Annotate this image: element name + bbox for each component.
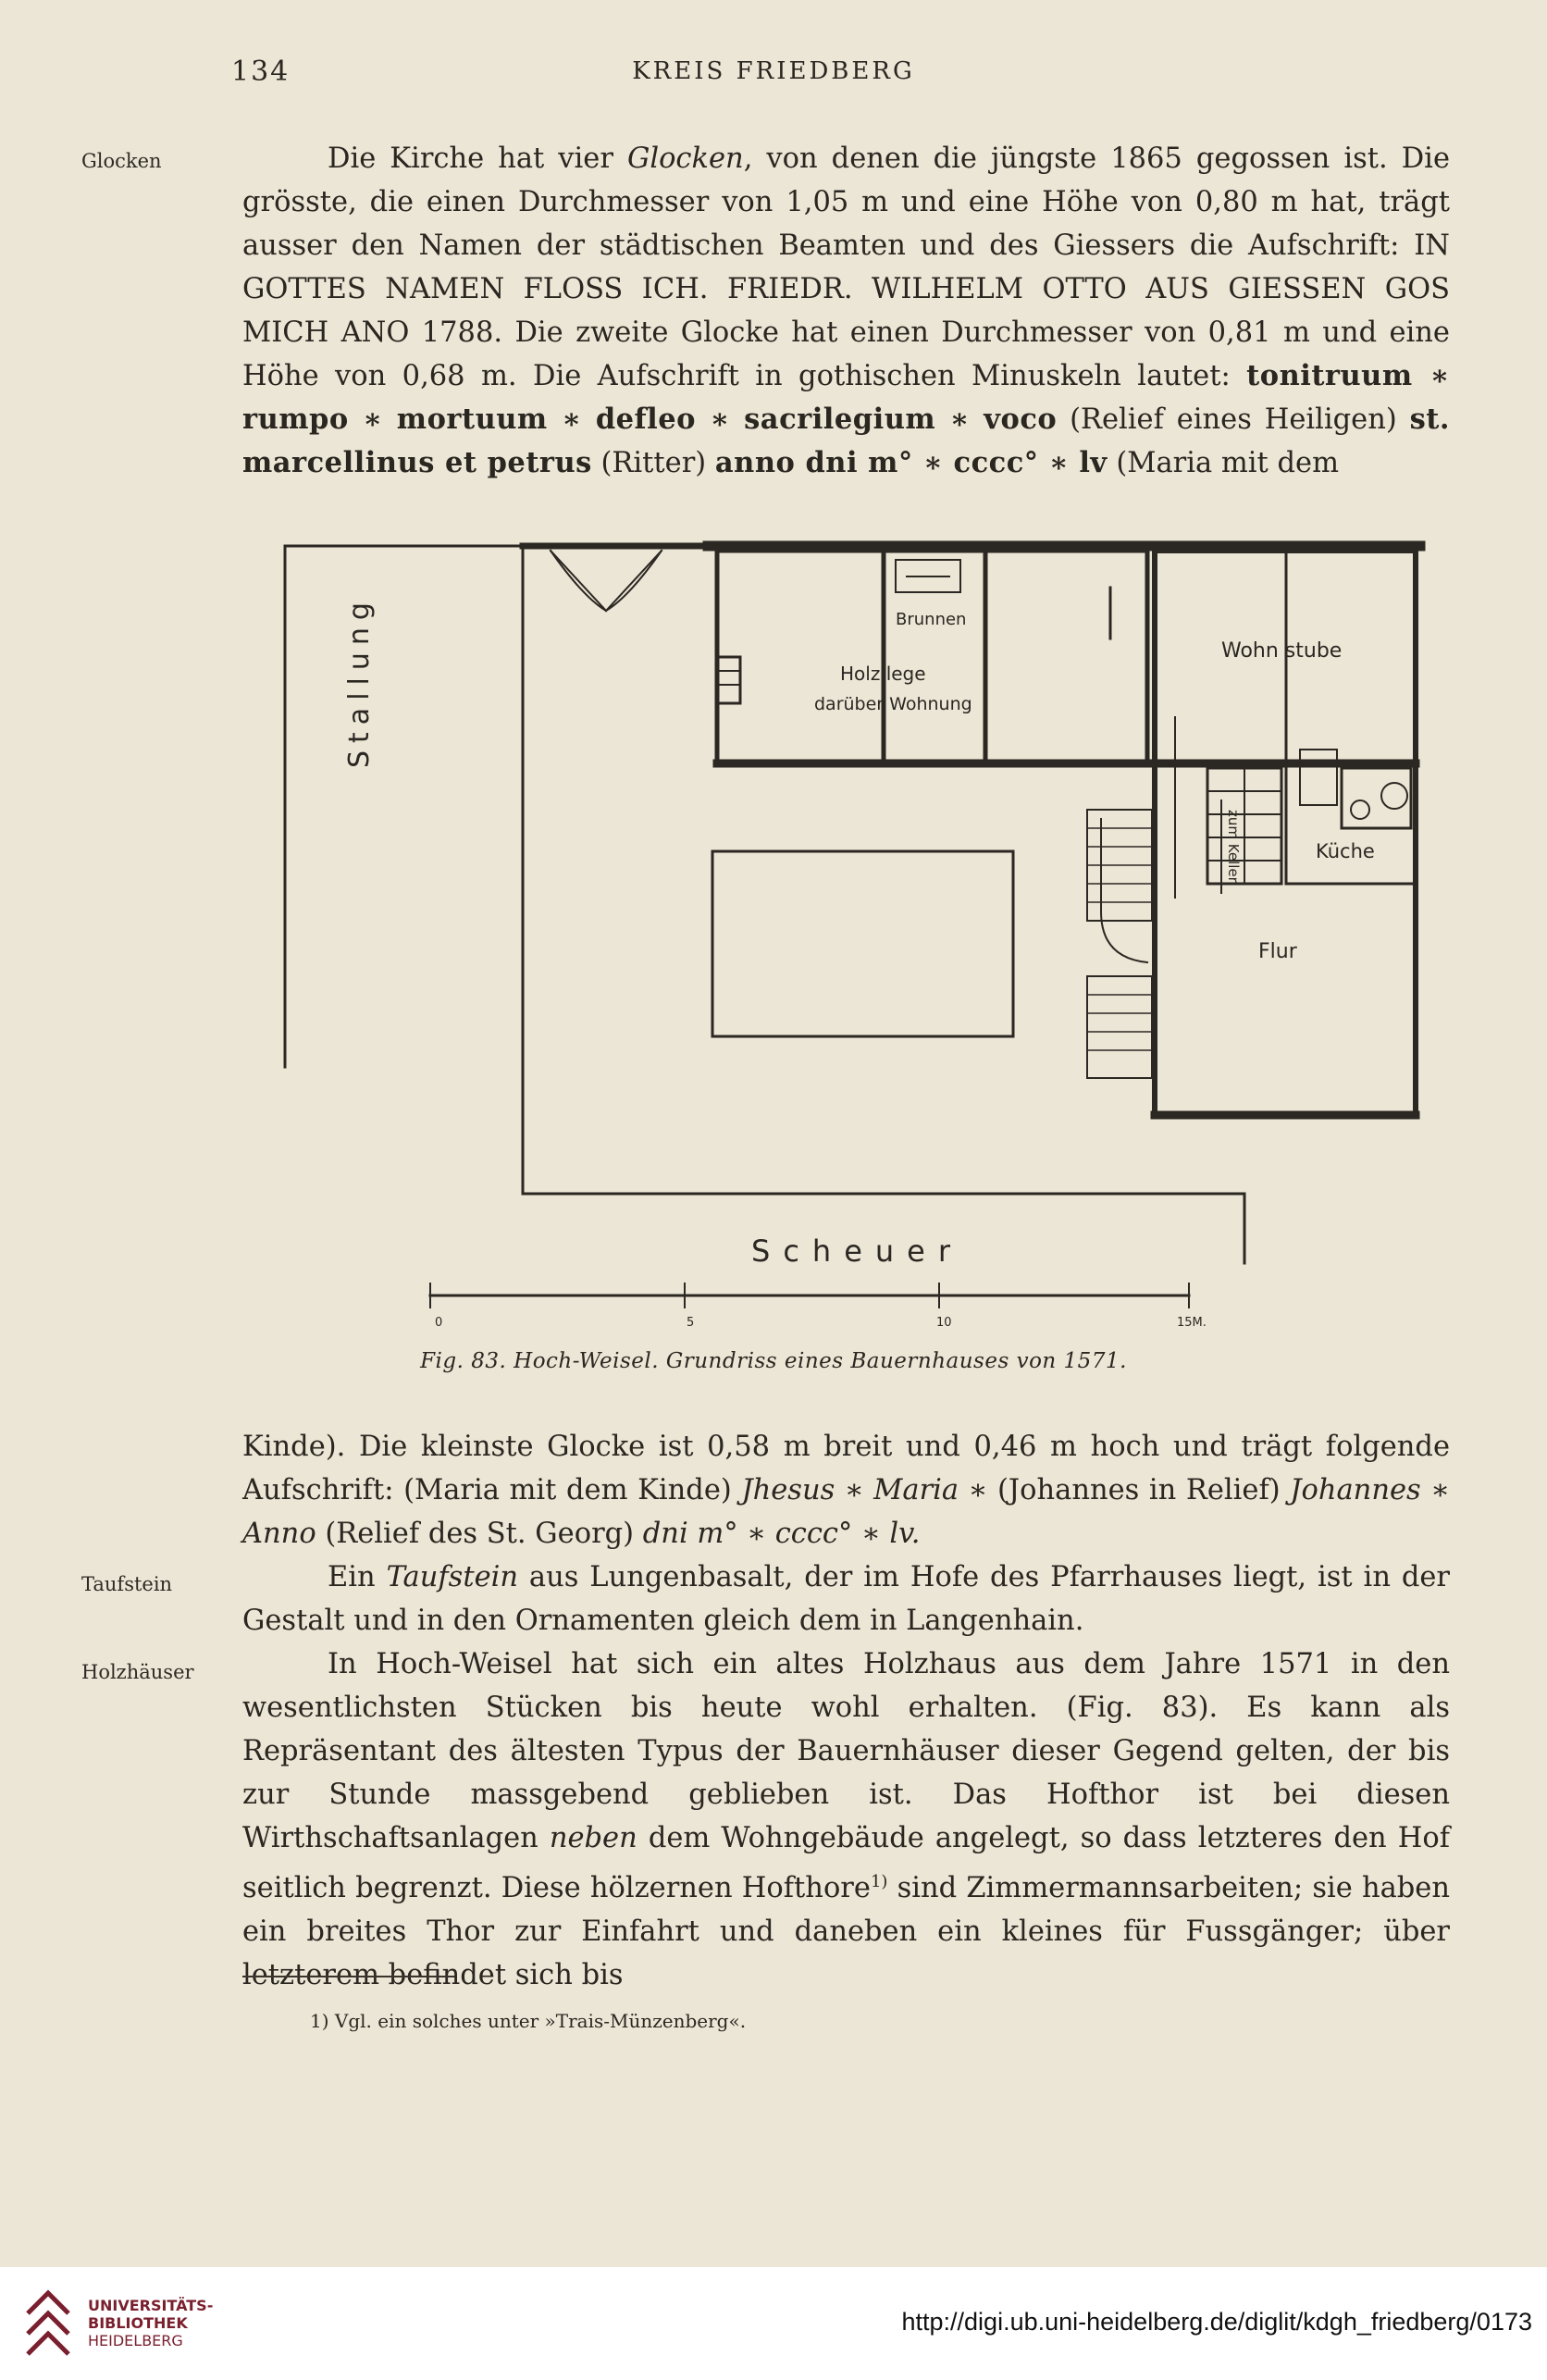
gate-line — [606, 551, 662, 611]
label-keller: zum Keller — [1225, 810, 1242, 883]
hearth-circle — [1381, 783, 1407, 809]
inscription-jhesus: Jhesus ∗ Maria ∗ — [741, 1474, 988, 1506]
paragraph-holzhaeuser — [242, 1642, 1450, 1997]
text-run: sind Zimmermannsarbeiten; sie haben ein breites Thor zur Einfahrt und daneben ein kleines für Fussgänger; über letzterem befindet sich bis — [242, 1872, 1450, 1992]
stallung-wall — [285, 546, 523, 1067]
page-header — [0, 56, 1547, 102]
text-run: (Maria mit dem — [1107, 447, 1340, 479]
footnote-rule — [242, 1976, 455, 1977]
text-run: Kinde). Die kleinste Glocke ist 0,58 m breit und 0,46 m hoch und trägt folgende Aufschrift: (Maria mit dem Kinde) — [242, 1431, 1450, 1506]
floor-plan-drawing — [278, 532, 1443, 1337]
hof-mistplatz — [712, 851, 1013, 1036]
text-run: In Hoch-Weisel hat sich ein altes Holzhaus aus dem Jahre 1571 in den wesentlichsten Stücken bis heute wohl erhalten. (Fig. 83). Es kann als Repräsentant des ältesten Typus der Bauernhäuser dieser Gegend gelten, der bis zur Stunde massgebend geblieben ist. Das Hofthor ist bei diesen Wirthschaftsanlagen — [242, 1648, 1450, 1854]
holzlege-block — [717, 551, 1147, 763]
stair-curve — [1101, 911, 1147, 962]
paragraph-taufstein — [242, 1556, 1450, 1642]
text-run: aus Lungenbasalt, der im Hofe des Pfarrhauses liegt, ist in der Gestalt und in den Ornamenten gleich dem in Langenhain. — [242, 1561, 1451, 1637]
text-run: Die Kirche hat vier — [328, 143, 627, 175]
footer-bar — [0, 2267, 1547, 2380]
library-name — [88, 2297, 213, 2349]
scale-label-0: 0 — [435, 1316, 443, 1330]
emphasis-taufstein: Taufstein — [386, 1561, 519, 1593]
inscription-johannes: Johannes ∗ Anno — [242, 1474, 1450, 1550]
emphasis-glocken: Glocken — [626, 143, 744, 175]
footnote: 1) Vgl. ein solches unter »Trais-Münzenberg«. — [310, 2010, 747, 2032]
text-run: (Ritter) — [591, 447, 715, 479]
label-kueche: Küche — [1316, 840, 1375, 862]
outer-stair-lower — [1087, 976, 1152, 1078]
text-run: dem Wohngebäude angelegt, so dass letzteres den Hof seitlich begrenzt. Diese hölzernen Hofthore — [242, 1822, 1450, 1905]
gothic-inscription-1: tonitruum ∗ rumpo ∗ mortuum ∗ defleo ∗ sacrilegium ∗ voco — [242, 359, 1451, 436]
hearth — [1342, 768, 1411, 828]
label-scheuer: Scheuer — [751, 1233, 963, 1269]
paragraph-glocken — [242, 137, 1450, 485]
margin-note-taufstein: Taufstein — [81, 1573, 173, 1595]
text-run: (Johannes in Relief) — [987, 1474, 1291, 1506]
label-wohnstube: Wohn stube — [1221, 639, 1343, 663]
text-run: , von denen die jüngste 1865 gegossen ist. Die grösste, die einen Durchmesser von 1,05 m und eine Höhe von 0,80 m hat, trägt ausser den Namen der städtischen Beamten und des Giessers die Aufschrift: IN GOTTES NAMEN FLOSS ICH. FRIEDR. WILHELM OTTO AUS GIESSEN GOS MICH ANO 1788. Die zweite Glocke hat einen Durchmesser von 0,81 m und eine Höhe von 0,68 m. Die Aufschrift in gothischen Minuskeln lautet: — [242, 143, 1450, 392]
scale-label-5: 5 — [687, 1316, 695, 1330]
margin-note-glocken: Glocken — [81, 150, 162, 172]
inscription-dni: dni m° ∗ cccc° ∗ lv. — [642, 1518, 921, 1550]
text-run: (Relief des St. Georg) — [316, 1518, 643, 1550]
scale-label-10: 10 — [936, 1316, 952, 1330]
stair-small — [717, 657, 740, 703]
gothic-inscription-2: st. marcellinus et petrus — [242, 403, 1450, 479]
chimney — [1300, 750, 1337, 805]
scale-label-15: 15M. — [1177, 1316, 1207, 1330]
hearth-circle — [1351, 800, 1369, 819]
label-stallung: Stallung — [343, 595, 376, 768]
margin-note-holzhaeuser: Holzhäuser — [81, 1661, 194, 1683]
label-brunnen: Brunnen — [896, 610, 967, 629]
source-url-link[interactable]: http://digi.ub.uni-heidelberg.de/diglit/kdgh_friedberg/0173 — [901, 2308, 1532, 2336]
figure-caption: Fig. 83. Hoch-Weisel. Grundriss eines Bauernhauses von 1571. — [420, 1349, 1127, 1373]
page-number: 134 — [231, 56, 291, 88]
library-logo-icon[interactable] — [20, 2287, 76, 2361]
label-holzlege: Holz lege — [840, 663, 926, 685]
footnote-mark[interactable]: 1) — [870, 1872, 888, 1891]
gothic-inscription-3: anno dni m° ∗ cccc° ∗ lv — [714, 446, 1108, 479]
text-run: Ein — [328, 1561, 387, 1593]
library-name-line: UNIVERSITÄTS- — [88, 2297, 214, 2314]
gate-line — [551, 551, 606, 611]
paragraph-kleinste-glocke — [242, 1425, 1450, 1556]
emphasis-neben: neben — [549, 1822, 637, 1854]
library-name-line: HEIDELBERG — [88, 2332, 183, 2349]
library-name-line: BIBLIOTHEK — [88, 2314, 188, 2332]
text-run: (Relief eines Heiligen) — [1057, 403, 1410, 436]
floor-plan-figure — [278, 532, 1443, 1337]
running-head: KREIS FRIEDBERG — [632, 57, 915, 85]
label-flur: Flur — [1258, 940, 1297, 963]
label-holzlege-wohnung: darüber Wohnung — [814, 694, 972, 714]
